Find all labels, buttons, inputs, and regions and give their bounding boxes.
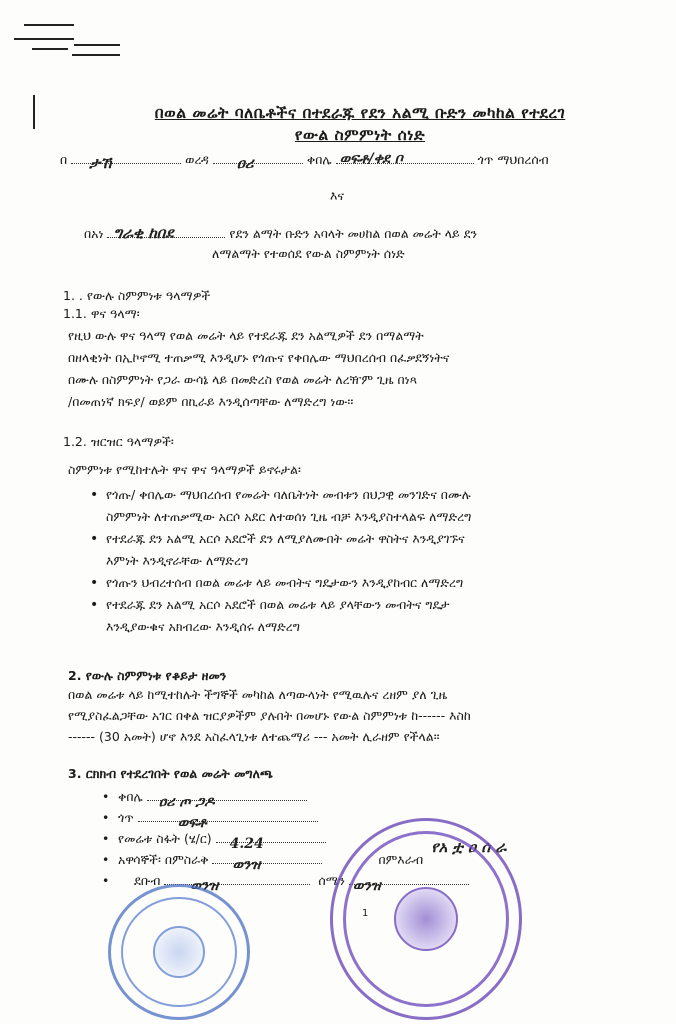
handwritten-woreda: ዐሪ — [236, 154, 254, 172]
section1-paragraph — [68, 325, 643, 413]
list-item: • የተደራጁ ደን አልሚ አርሶ አደሮች ደን ለሚያለሙበት መሬት ዋስትና እንዲያገኙና እምነት እንዲኖራቸው ለማድረግ — [84, 528, 654, 572]
woreda-label: ወረዳ — [185, 152, 209, 167]
section1-2-heading: 1.2. ዝርዝር ዓላማዎች፡ — [63, 434, 174, 449]
handwritten-kebele: ወፍቶ/ቀደ ቦ — [339, 151, 403, 167]
objectives-list — [84, 484, 654, 638]
para-line: የዚህ ውሉ ዋና ዓላማ የወል መሬት ላይ የተደራጁ ደን አልሚዎች ደን በማልማት — [68, 328, 424, 343]
handwritten-kebele-value: ዐሪ ጦ ጋዶ — [158, 794, 215, 810]
handwritten-group-name: ግራቂ ከበደ — [113, 224, 174, 242]
party-line — [60, 151, 650, 172]
section3-heading: 3. ርክክብ የተደረገበት የወል መሬት መግለጫ — [68, 766, 273, 781]
list-item: • ጎጥ ወፍቶ — [100, 807, 660, 828]
margin-mark — [33, 95, 35, 129]
document-title: በወል መሬት ባለቤቶችና በተደራጁ የደን አልሚ ቡድን መካከል የተደረገ — [154, 104, 566, 122]
section1-heading: 1. . የውሉ ስምምነቱ ዓላማዎች — [63, 288, 211, 303]
section1-1-heading: 1.1. ዋና ዓላማ፡ — [63, 306, 140, 321]
document-subtitle: የውል ስምምነት ሰነድ — [294, 126, 426, 144]
para-line: በሙሉ በስምምነት የጋራ ውሳኔ ላይ በመድረስ የወል መሬት ለረዥም ጊዜ በነጻ — [68, 372, 418, 387]
section2-heading: 2. የውሉ ስምምነቱ የቆይታ ዘመን — [68, 668, 227, 683]
list-item: • ቀበሌ ዐሪ ጦ ጋዶ — [100, 786, 660, 807]
handwritten-south-value: ወንዝ — [190, 878, 219, 894]
group-rest: የደን ልማት ቡድን አባላት መሀከል በወል መሬት ላይ ደን — [229, 226, 478, 241]
subtitle-2: ለማልማት የተወሰደ የውል ስምምነት ሰነድ — [212, 246, 405, 261]
para-line: በወል መሬቱ ላይ ከሚተከሉት ችግኞች መካከል ለጣውላነት የሚዉሉና ረዘም ያለ ጊዜ — [68, 687, 448, 702]
list-item: • የጎጡን ህብረተሰብ በወል መሬቱ ላይ መብትና ግዴታውን እንዲያከብር ለማድረግ — [84, 572, 654, 594]
para-line: የሚያስፈልጋቸው አገር በቀል ዝርያዎችም ያሉበት በመሆኑ የውል ስምምነቱ ከ------ እስከ — [68, 708, 471, 723]
list-item: • ደቡብ ወንዝ ሰሜን ወንዝ — [100, 870, 660, 891]
list-item: • አዋሳኞች፡ በምስራቅ ወንዝ በምእራብ የአ ቷ ዐ ሰ ራ — [100, 849, 660, 870]
party-prefix: በ — [60, 152, 68, 167]
list-item: • የተደራጁ ደን አልሚ አርሶ አደሮች በወል መሬቱ ላይ ያላቸውን መብትና ግዴታ እንዲያውቁና አክብረው እንዲሰሩ ለማድረግ — [84, 594, 654, 638]
handwritten-area-value: 4.24 — [229, 836, 264, 852]
section2-paragraph — [68, 684, 643, 747]
list-item: • የመሬቱ ስፋት (ሄ/ር) 4.24 — [100, 828, 660, 849]
handwritten-got-value: ወፍቶ — [177, 815, 207, 831]
handwritten-east-value: ወንዝ — [232, 857, 261, 873]
handwritten-north-value: ወንዝ — [352, 878, 381, 894]
section1-intro: ስምምነቱ የሚከተሉት ዋና ዋና ዓላማዎች ይኖሩታል፡ — [68, 462, 301, 477]
para-line: ------ (30 አመት) ሆኖ እንደ አስፈላጊነቱ ለተጨማሪ --- አመት ሊራዘም የችላል፡፡ — [68, 729, 440, 744]
handwritten-name: ታኸ — [89, 154, 112, 172]
and-text: እና — [330, 188, 345, 203]
para-line: በዘላቂነት በኢኮኖሚ ተጠቃሚ እንዲሆኑ የጎጡና የቀበሌው ማህበረሰብ በፈቃደኝነትና — [68, 350, 450, 365]
para-line: /በመጠነኛ ክፍያ/ ወይም በኪራይ እንዲሰጣቸው ለማድረግ ነው፡፡ — [68, 394, 354, 409]
page-number: 1 — [362, 908, 369, 919]
scan-artifact-marks — [14, 14, 124, 64]
list-item: • የጎጡ/ ቀበሌው ማህበረሰብ የመሬት ባለቤትነት መብቱን በህጋዊ መንገድና በሙሉ ስምምነት ለተጠቃሚው አርሶ አደር ለተወሰነ ጊዜ ብቻ እንዲያስተላልፍ ለማድረግ — [84, 484, 654, 528]
handwritten-west-value: የአ ቷ ዐ ሰ ራ — [431, 838, 507, 856]
party-suffix: ጎጥ ማህበረሰብ — [477, 152, 549, 167]
purple-official-stamp — [330, 818, 522, 1020]
kebele-label: ቀበሌ — [306, 152, 332, 167]
blue-official-stamp — [108, 884, 250, 1020]
group-line — [84, 226, 477, 242]
group-prefix: በአነ — [84, 226, 104, 241]
